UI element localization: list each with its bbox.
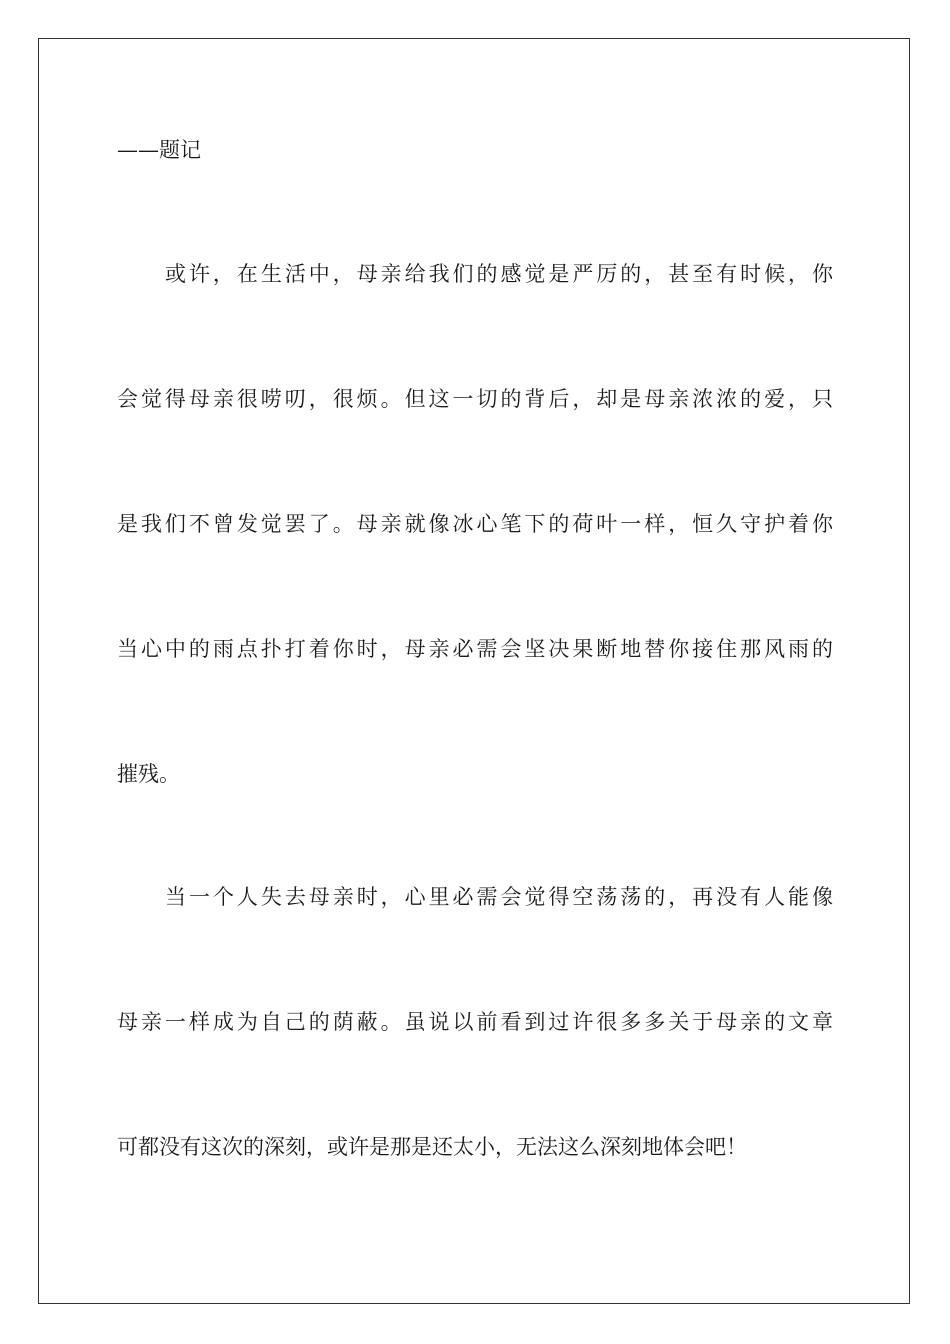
text-line: 当一个人失去母亲时，心里必需会觉得空荡荡的，再没有人能像	[165, 885, 833, 909]
text-line: 可都没有这次的深刻，或许是那是还太小，无法这么深刻地体会吧！	[117, 1135, 747, 1159]
text-line: 会觉得母亲很唠叨，很烦。但这一切的背后，却是母亲浓浓的爱，只	[117, 387, 833, 411]
text-line: 母亲一样成为自己的荫蔽。虽说以前看到过许很多多关于母亲的文章	[117, 1010, 833, 1034]
epigraph-attribution: ——题记	[117, 138, 201, 162]
page-border	[38, 38, 910, 1304]
text-line: 当心中的雨点扑打着你时，母亲必需会坚决果断地替你接住那风雨的	[117, 637, 833, 661]
text-line: 是我们不曾发觉罢了。母亲就像冰心笔下的荷叶一样，恒久守护着你	[117, 512, 833, 536]
text-line: 摧残。	[117, 762, 180, 786]
text-line: 或许，在生活中，母亲给我们的感觉是严厉的，甚至有时候，你	[165, 262, 833, 286]
